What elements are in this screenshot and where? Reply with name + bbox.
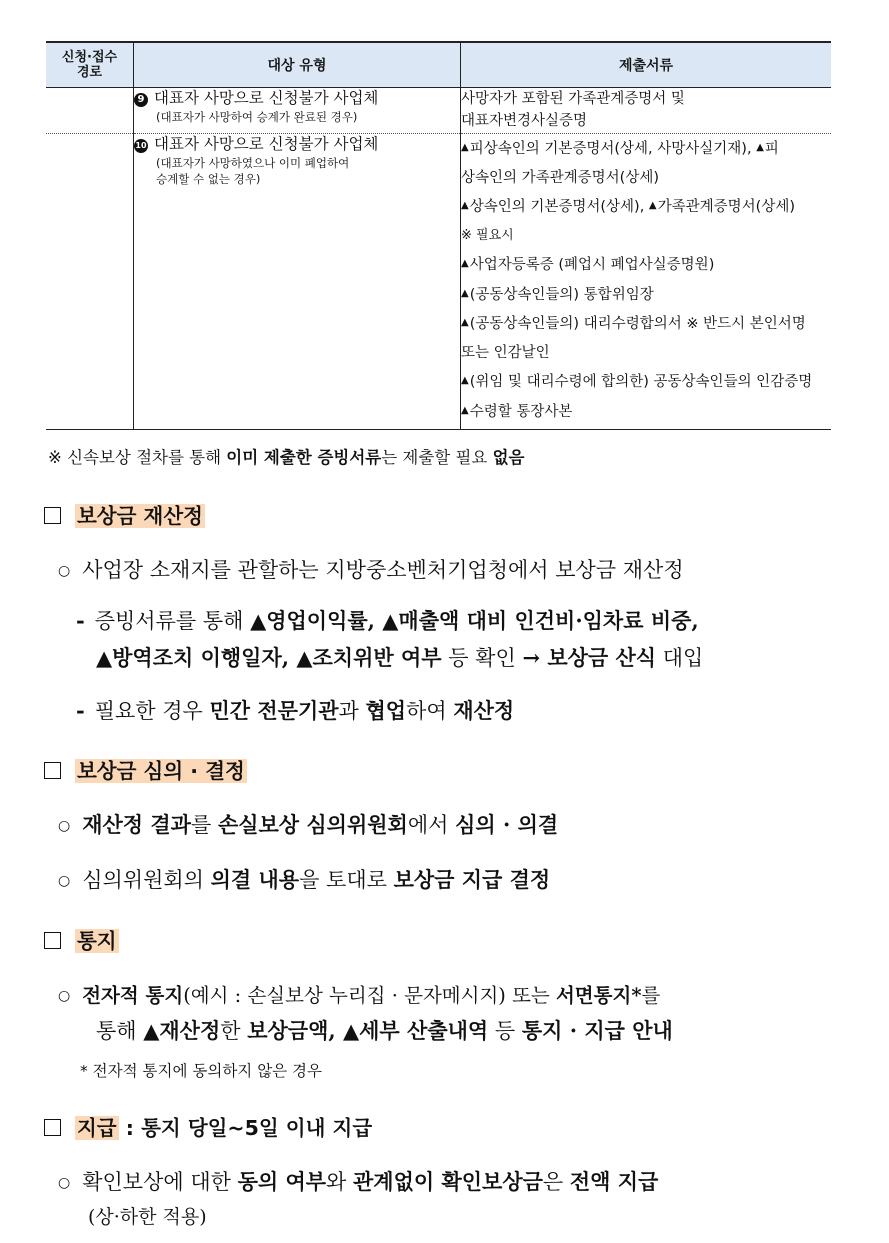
submission-note: ※ 신속보상 절차를 통해 이미 제출한 증빙서류는 제출할 필요 없음 (48, 448, 525, 467)
checkbox-square-icon (44, 932, 61, 949)
circle-bullet-icon: ○ (58, 988, 71, 1004)
circle-bullet-icon: ○ (58, 1175, 71, 1191)
notice-paragraph: ○ 전자적 통지(예시 : 손실보상 누리집 · 문자메시지) 또는 서면통지*를 (58, 984, 661, 1007)
section-heading-notice: 통지 (44, 924, 119, 954)
documents-cell (461, 134, 832, 430)
target-type-note: (대표자가 사망하여 승계가 완료된 경우) (156, 110, 358, 124)
header-target-type: 대상 유형 (134, 42, 461, 88)
section-heading-recalc: 보상금 재산정 (44, 499, 205, 529)
document-line: ▲사업자등록증 (폐업시 폐업사실증명원) (461, 257, 715, 273)
table-row (46, 88, 831, 134)
circle-bullet-icon: ○ (58, 818, 71, 834)
target-type-note: 승계할 수 없는 경우) (156, 172, 261, 186)
payment-paragraph-cont: (상·하한 적용) (88, 1206, 207, 1228)
target-type-cell (134, 134, 461, 430)
checkbox-square-icon (44, 762, 61, 779)
document-line: ▲(공동상속인들의) 통합위임장 (461, 286, 654, 303)
triangle-bullet-icon: ▲ (461, 287, 469, 299)
triangle-bullet-icon: ▲ (756, 142, 764, 153)
triangle-bullet-icon: ▲ (461, 200, 469, 211)
triangle-bullet-icon: ▲ (648, 200, 657, 211)
required-documents-table (46, 41, 831, 430)
document-line: ▲피상속인의 기본증명서(상세, 사망사실기재), ▲피 (461, 141, 779, 157)
document-line: ▲수령할 통장사본 (461, 403, 573, 420)
section-heading-review: 보상금 심의 · 결정 (44, 754, 247, 784)
target-type-cell (134, 88, 461, 134)
dash-bullet-icon: - (76, 698, 85, 723)
circle-bullet-icon: ○ (58, 873, 71, 889)
document-line: ※ 필요시 (461, 227, 514, 243)
triangle-bullet-icon: ▲ (461, 404, 469, 416)
section-heading-payment: 지급 : 통지 당일~5일 이내 지급 (44, 1111, 372, 1141)
table-header-row (46, 42, 831, 88)
checkbox-square-icon (44, 1119, 61, 1136)
recalc-paragraph: ○ 사업장 소재지를 관할하는 지방중소벤처기업청에서 보상금 재산정 (58, 558, 684, 582)
number-badge: 10 (134, 139, 148, 153)
triangle-bullet-icon: ▲ (461, 258, 469, 269)
header-channel: 신청·접수 경로 (46, 42, 134, 88)
notice-paragraph-cont: 통해 ▲재산정한 보상금액, ▲세부 산출내역 등 통지 · 지급 안내 (96, 1018, 673, 1043)
triangle-bullet-icon: ▲ (461, 317, 469, 328)
table-row (46, 134, 831, 430)
header-documents: 제출서류 (461, 42, 832, 88)
payment-paragraph: ○ 확인보상에 대한 동의 여부와 관계없이 확인보상금은 전액 지급 (58, 1169, 659, 1194)
channel-cell (46, 134, 134, 430)
dash-bullet-icon: - (76, 608, 85, 633)
notice-footnote: * 전자적 통지에 동의하지 않은 경우 (80, 1062, 323, 1080)
target-type-text: 대표자 사망으로 신청불가 사업체 (154, 89, 379, 107)
document-line: 상속인의 가족관계증명서(상세) (461, 169, 660, 186)
document-line: 대표자변경사실증명 (461, 113, 588, 129)
channel-cell (46, 88, 134, 134)
checkbox-square-icon (44, 507, 61, 524)
review-paragraph-1: ○ 재산정 결과를 손실보상 심의위원회에서 심의 · 의결 (58, 812, 559, 837)
document-line: 또는 인감날인 (461, 344, 550, 361)
recalc-detail-1: - 증빙서류를 통해 ▲영업이익률, ▲매출액 대비 인건비·임차료 비중, (76, 608, 699, 633)
review-paragraph-2: ○ 심의위원회의 의결 내용을 토대로 보상금 지급 결정 (58, 867, 551, 892)
documents-cell (461, 88, 832, 134)
recalc-detail-1-cont: ▲방역조치 이행일자, ▲조치위반 여부 등 확인 → 보상금 산식 대입 (96, 645, 704, 670)
recalc-detail-2: - 필요한 경우 민간 전문기관과 협업하여 재산정 (76, 698, 515, 723)
circle-bullet-icon: ○ (58, 563, 71, 579)
triangle-bullet-icon: ▲ (461, 375, 469, 386)
document-line: ▲상속인의 기본증명서(상세), ▲가족관계증명서(상세) (461, 199, 796, 215)
target-type-text: 대표자 사망으로 신청불가 사업체 (154, 135, 379, 153)
target-type-note: (대표자가 사망하였으나 이미 폐업하여 (156, 156, 350, 170)
document-line: ▲(위임 및 대리수령에 합의한) 공동상속인들의 인감증명 (461, 374, 813, 390)
triangle-bullet-icon: ▲ (461, 142, 469, 153)
document-line: 사망자가 포함된 가족관계증명서 및 (461, 91, 685, 107)
document-line: ▲(공동상속인들의) 대리수령합의서 ※ 반드시 본인서명 (461, 316, 806, 332)
number-badge: 9 (134, 93, 148, 107)
